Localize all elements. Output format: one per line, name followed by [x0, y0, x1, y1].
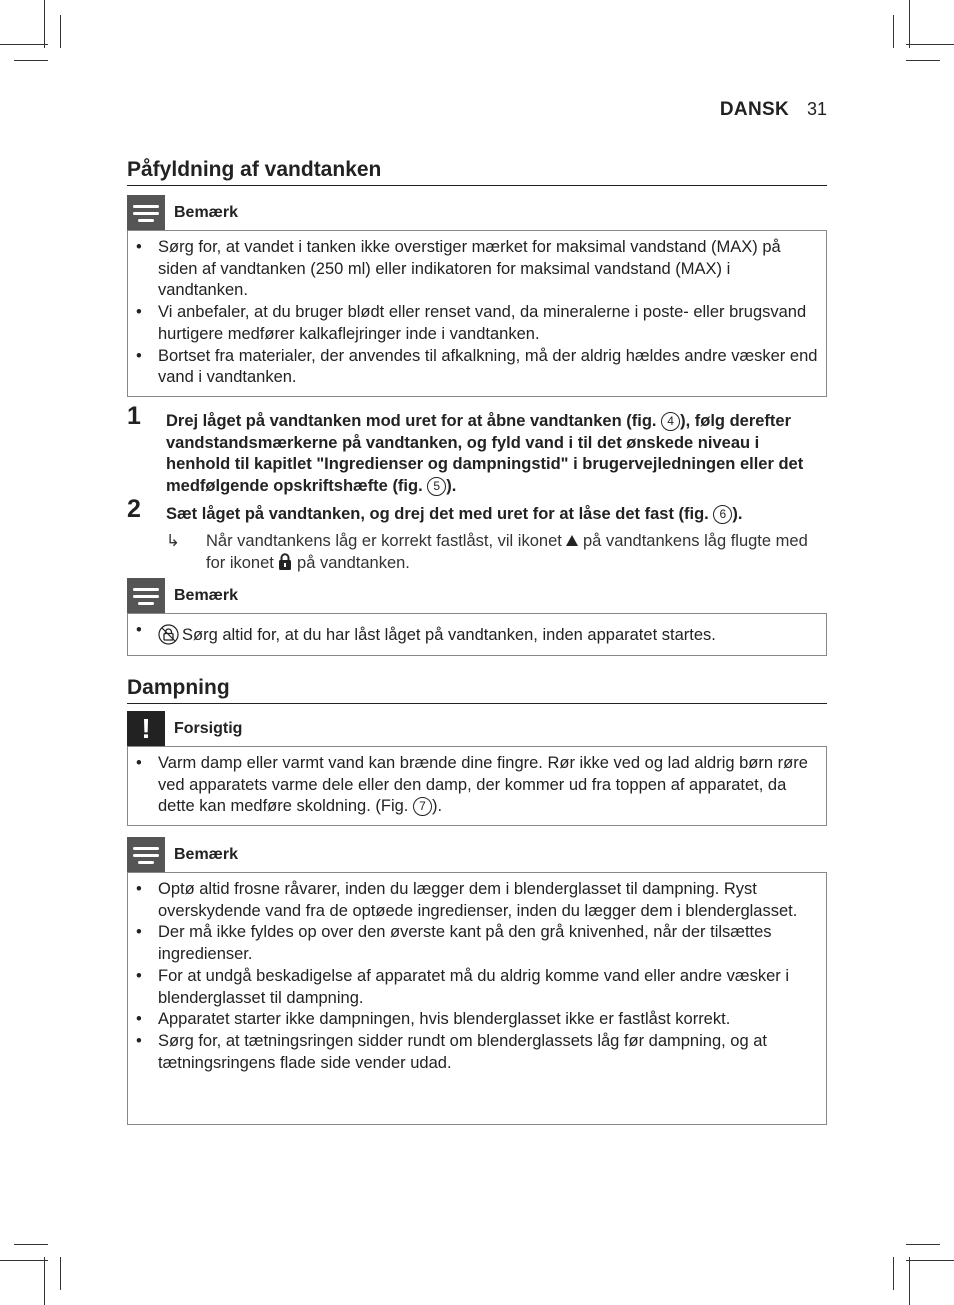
step-number: 1: [127, 402, 141, 430]
note-label: Bemærk: [174, 846, 239, 863]
triangle-icon: [566, 535, 578, 546]
figure-ref: 7: [413, 797, 432, 816]
crop-mark: [60, 1257, 61, 1290]
figure-ref: 5: [427, 477, 446, 496]
language-label: DANSK: [719, 99, 789, 120]
crop-mark: [906, 60, 940, 61]
note-box: [127, 230, 827, 397]
list-item: • Sørg for, at vandet i tanken ikke overstiger mærket for maksimal vandstand (MAX) på siden af vandtanken (250 ml) eller indikatoren for maksimal vandstand (MAX) i vandtanken.: [128, 237, 818, 302]
note-list: [128, 879, 818, 1074]
step-result: ↳ Når vandtankens låg er korrekt fastlåst, vil ikonet på vandtankens låg flugte med for ikonet på vandtanken.: [166, 532, 808, 572]
caution-label: Forsigtig: [174, 720, 243, 737]
crop-mark: [44, 0, 45, 48]
crop-mark: [909, 1257, 910, 1305]
crop-mark: [0, 1260, 48, 1261]
figure-ref: 4: [661, 412, 680, 431]
caution-box: [127, 746, 827, 826]
section-title-steaming: Dampning: [127, 676, 827, 704]
list-item: • Apparatet starter ikke dampningen, hvis blenderglasset ikke er fastlåst korrekt.: [128, 1009, 818, 1031]
list-item: • Vi anbefaler, at du bruger blødt eller renset vand, da mineralerne i poste- eller brugsvand hurtigere medfører kalkaflejringer inde i vandtanken.: [128, 302, 818, 345]
warning-icon: !: [127, 711, 165, 747]
crop-mark: [906, 1260, 954, 1261]
note-icon: [127, 195, 165, 231]
list-item: • Optø altid frosne råvarer, inden du lægger dem i blenderglasset til dampning. Ryst overskydende vand fra de optøede ingredienser, inden du lægger dem i blenderglasset.: [128, 879, 818, 922]
section-title-filling: Påfyldning af vandtanken: [127, 158, 827, 186]
crop-mark: [44, 1257, 45, 1305]
lock-icon: [278, 553, 292, 570]
step-1: 1 Drej låget på vandtanken mod uret for at åbne vandtanken (fig. 4 ), følg derefter vandstandsmærkerne på vandtanken, og fyld vand i til det ønskede niveau i henhold til kapitlet "Ingredienser og dampningstid" i brugervejledningen eller det medfølgende opskriftshæfte (fig. 5 ).: [127, 402, 804, 496]
crop-mark: [14, 1244, 48, 1245]
crop-mark: [906, 1244, 940, 1245]
list-item: • For at undgå beskadigelse af apparatet må du aldrig komme vand eller andre væsker i blenderglasset til dampning.: [128, 966, 818, 1009]
page-header: [720, 99, 827, 121]
crop-mark: [893, 1257, 894, 1290]
note-header: [127, 837, 827, 873]
note-icon: [127, 837, 165, 873]
page-number: 31: [806, 99, 827, 119]
note-header: [127, 578, 827, 614]
figure-ref: 6: [713, 505, 732, 524]
note-box: [127, 613, 827, 656]
crop-mark: [0, 44, 48, 45]
list-item: • Bortset fra materialer, der anvendes til afkalkning, må der aldrig hældes andre væsker end vand i vandtanken.: [128, 346, 818, 389]
note-list: [128, 620, 818, 647]
list-item: • Der må ikke fyldes op over den øverste kant på den grå knivenhed, når der tilsættes ingredienser.: [128, 922, 818, 965]
caution-list: [128, 753, 818, 818]
caution-header: [127, 711, 827, 747]
result-arrow-icon: ↳: [166, 532, 180, 550]
note-icon: [127, 578, 165, 614]
step-2: 2 Sæt låget på vandtanken, og drej det med uret for at låse det fast (fig. 6 ).: [127, 495, 743, 523]
note-list: [128, 237, 818, 389]
note-label: Bemærk: [174, 587, 239, 604]
list-item: • Varm damp eller varmt vand kan brænde dine fingre. Rør ikke ved og lad aldrig børn røre ved apparatets varme dele eller den damp, der kommer ud fra toppen af apparatet, da dette kan medføre skoldning. (Fig. 7 ).: [128, 753, 818, 818]
step-number: 2: [127, 495, 141, 523]
list-item: • Sørg altid for, at du har låst låget på vandtanken, inden apparatet startes.: [128, 620, 818, 647]
crop-mark: [909, 0, 910, 48]
lock-warning-icon: [158, 624, 179, 645]
note-label: Bemærk: [174, 204, 239, 221]
list-item: • Sørg for, at tætningsringen sidder rundt om blenderglassets låg før dampning, og at tætningsringens flade side vender udad.: [128, 1031, 818, 1074]
crop-mark: [60, 15, 61, 48]
crop-mark: [14, 60, 48, 61]
crop-mark: [893, 15, 894, 48]
crop-mark: [906, 44, 954, 45]
note-header: [127, 195, 827, 231]
note-box: [127, 872, 827, 1125]
